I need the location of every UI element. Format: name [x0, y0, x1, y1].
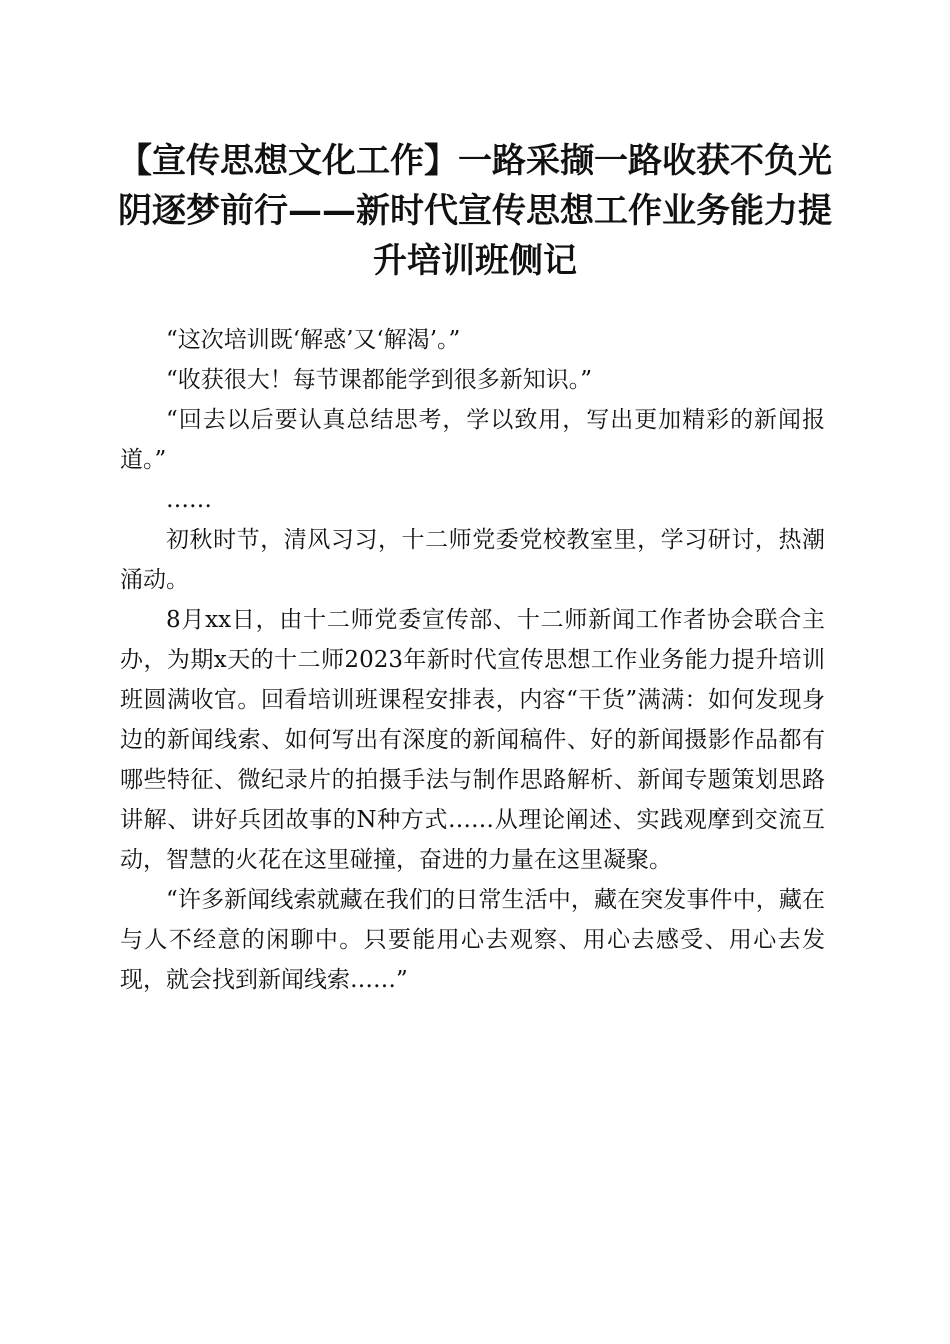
- document-title: 【宣传思想文化工作】一路采撷一路收获不负光阴逐梦前行——新时代宣传思想工作业务能力提升培训班侧记: [118, 141, 832, 281]
- paragraph-intro: 初秋时节，清风习习，十二师党委党校教室里，学习研讨，热潮涌动。: [120, 527, 825, 593]
- paragraph-quote-1: “这次培训既‘解惑’又‘解渴’。”: [166, 327, 461, 353]
- paragraph-quote-2: “收获很大！每节课都能学到很多新知识。”: [166, 367, 593, 393]
- document-body: [120, 320, 825, 1000]
- paragraph-quote-4: “许多新闻线索就藏在我们的日常生活中，藏在突发事件中，藏在与人不经意的闲聊中。只要能用心去观察、用心去感受、用心去发现，就会找到新闻线索……”: [120, 887, 825, 993]
- paragraph-ellipsis: ……: [166, 487, 212, 513]
- paragraph-main: 8月xx日，由十二师党委宣传部、十二师新闻工作者协会联合主办，为期x天的十二师2023年新时代宣传思想工作业务能力提升培训班圆满收官。回看培训班课程安排表，内容“干货”满满：如何发现身边的新闻线索、如何写出有深度的新闻稿件、好的新闻摄影作品都有哪些特征、微纪录片的拍摄手法与制作思路解析、新闻专题策划思路讲解、讲好兵团故事的N种方式……从理论阐述、实践观摩到交流互动，智慧的火花在这里碰撞，奋进的力量在这里凝聚。: [120, 607, 825, 873]
- paragraph-quote-3: “回去以后要认真总结思考，学以致用，写出更加精彩的新闻报道。”: [120, 407, 825, 473]
